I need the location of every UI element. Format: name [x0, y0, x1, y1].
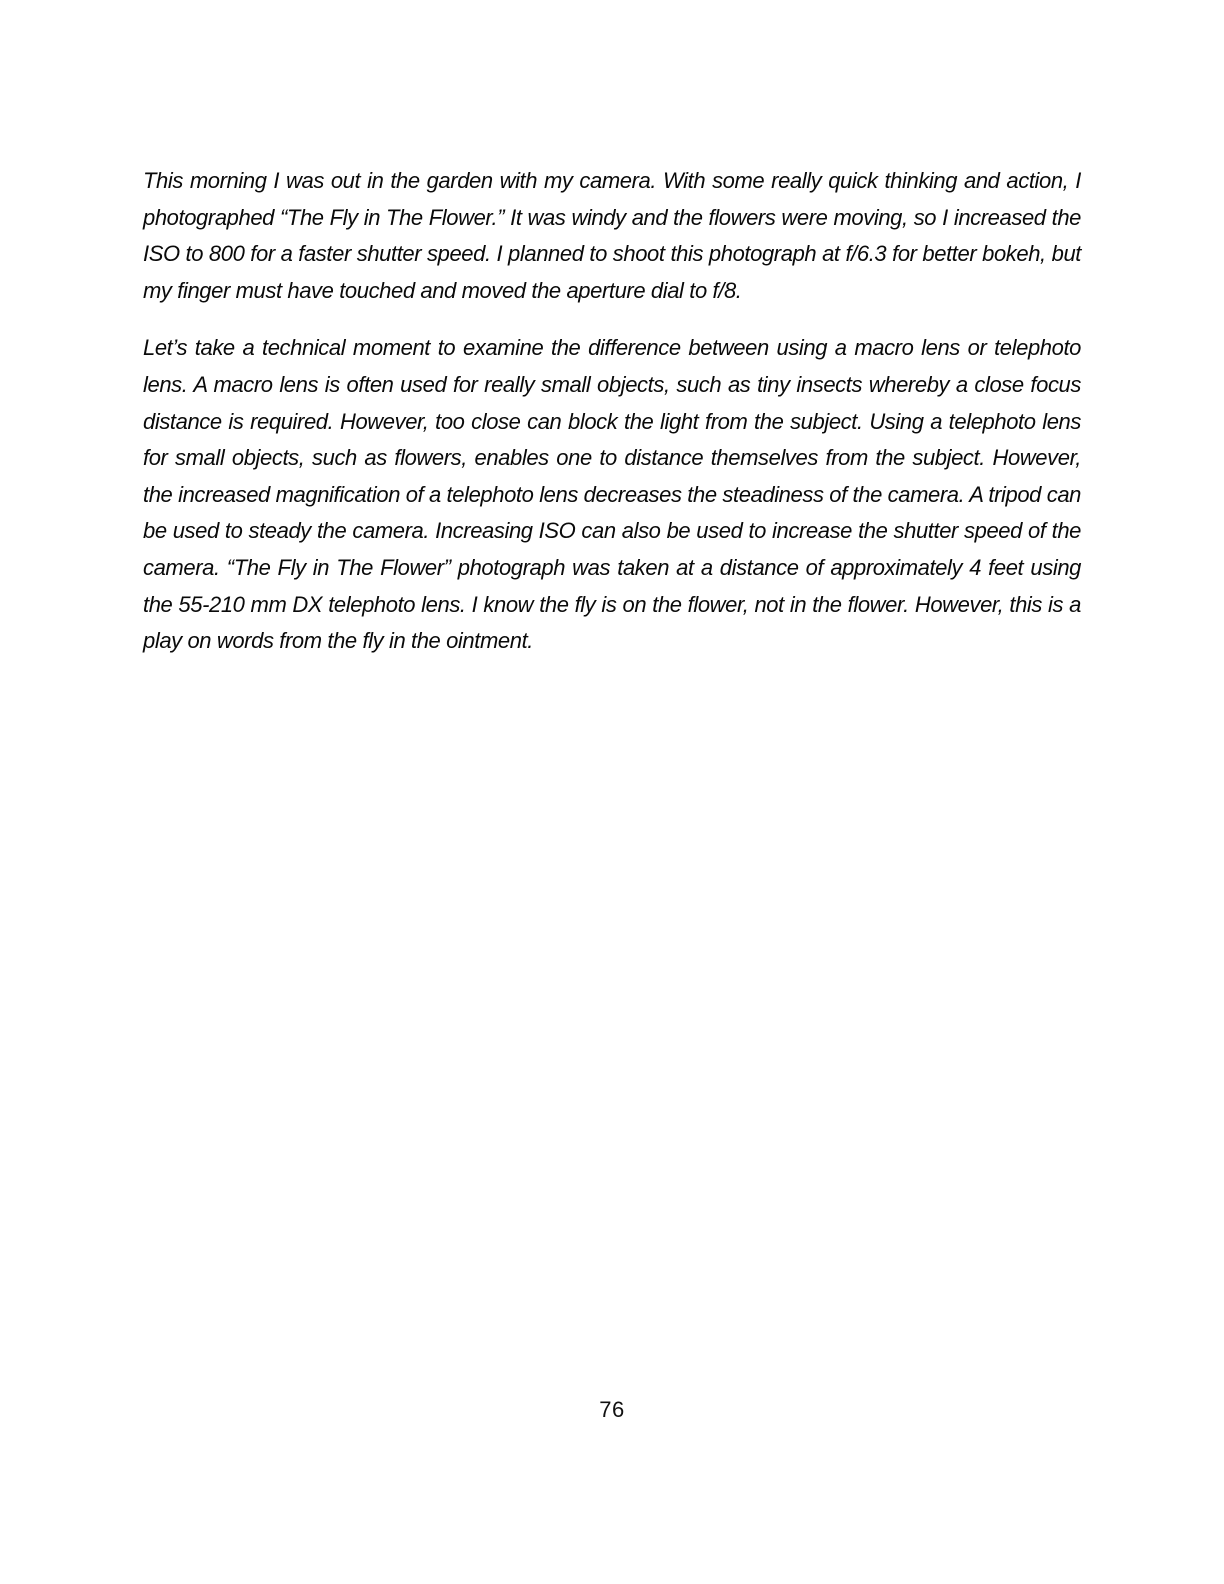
paragraph-camera-morning: This morning I was out in the garden with my camera. With some really quick thinking and action, I photographed “The Fly in The Flower.” It was windy and the flowers were moving, so I increased the ISO to 800 for a faster shutter speed. I planned to shoot this photograph at f/6.3 for better bokeh, but my finger must have touched and moved the aperture dial to f/8.	[143, 168, 1081, 303]
body-text	[143, 163, 1081, 681]
page-number: 76	[599, 1397, 625, 1422]
paragraph-macro-vs-telephoto: Let’s take a technical moment to examine the difference between using a macro lens or telephoto lens. A macro lens is often used for really small objects, such as tiny insects whereby a close focus distance is required. However, too close can block the light from the subject. Using a telephoto lens for small objects, such as flowers, enables one to distance themselves from the subject. However, the increased magnification of a telephoto lens decreases the steadiness of the camera. A tripod can be used to steady the camera. Increasing ISO can also be used to increase the shutter speed of the camera. “The Fly in The Flower” photograph was taken at a distance of approximately 4 feet using the 55-210 mm DX telephoto lens. I know the fly is on the flower, not in the flower. However, this is a play on words from the fly in the ointment.	[143, 335, 1081, 654]
